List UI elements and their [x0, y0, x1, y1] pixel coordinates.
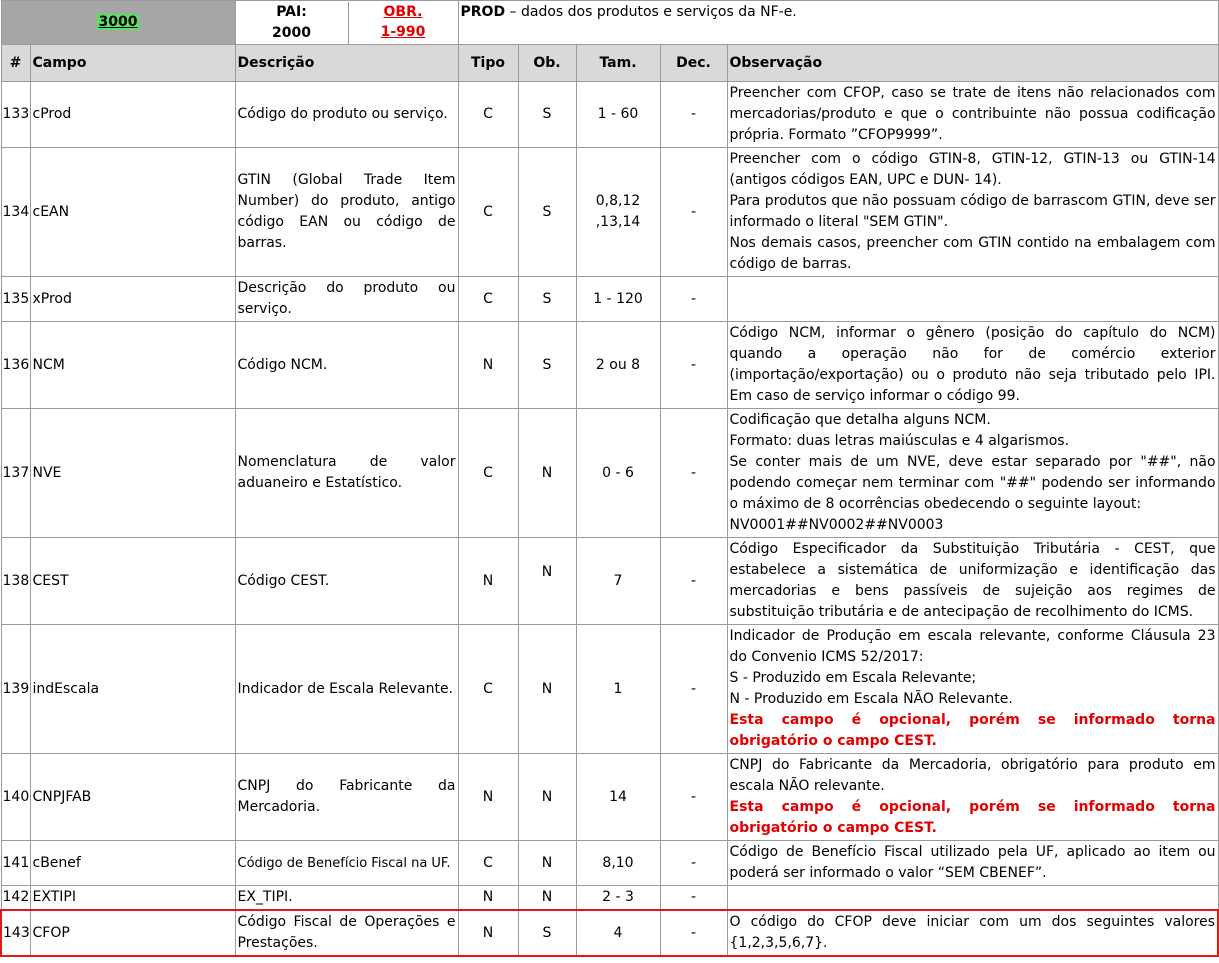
obs-line: Formato: duas letras maiúsculas e 4 algarismos. — [729, 433, 1070, 449]
row-ob: S — [518, 148, 576, 277]
row-num: 141 — [1, 841, 30, 886]
row-observacao — [727, 886, 1218, 911]
row-tipo: N — [458, 538, 518, 625]
col-descricao: Descrição — [235, 45, 458, 82]
obs-warning: Esta campo é opcional, porém se informado torna obrigatório o campo CEST. — [729, 799, 1216, 836]
group-desc-text: – dados dos produtos e serviços da NF-e. — [505, 4, 797, 20]
row-tam-line: 0,8,12 — [595, 193, 641, 209]
pai-value: 2000 — [272, 24, 311, 41]
row-dec: - — [660, 538, 727, 625]
obs-line: Nos demais casos, preencher com GTIN contido na embalagem com código de barras. — [729, 235, 1216, 272]
row-observacao: Código Especificador da Substituição Tributária - CEST, que estabelece a sistemática de uniformização e identificação das mercadorias e bens passíveis de sujeição aos regimes de substituição tributária e de antecipação de recolhimento do ICMS. — [727, 538, 1218, 625]
row-ob: N — [518, 754, 576, 841]
obr-value[interactable]: 1-990 — [380, 23, 426, 40]
row-observacao: Preencher com CFOP, caso se trate de itens não relacionados com mercadorias/produto e que o contribuinte não possua codificação própria. Formato ”CFOP9999”. — [727, 82, 1218, 148]
table-row-highlighted — [1, 910, 1218, 956]
obs-line: CNPJ do Fabricante da Mercadoria, obrigatório para produto em escala NÃO relevante. — [729, 757, 1216, 794]
table-row — [1, 277, 1218, 322]
obs-line: Preencher com o código GTIN-8, GTIN-12, GTIN-13 ou GTIN-14 (antigos códigos EAN, UPC e DUN- 14). — [729, 151, 1216, 188]
row-tipo: N — [458, 886, 518, 911]
row-num: 137 — [1, 409, 30, 538]
obs-line: N - Produzido em Escala NÃO Relevante. — [729, 691, 1013, 707]
row-dec: - — [660, 754, 727, 841]
group-header-row — [1, 1, 1218, 45]
group-code[interactable]: 3000 — [98, 14, 138, 30]
row-tam: 7 — [576, 538, 660, 625]
row-num: 142 — [1, 886, 30, 911]
row-tipo: C — [458, 841, 518, 886]
row-campo: EXTIPI — [30, 886, 235, 911]
row-observacao — [727, 277, 1218, 322]
row-dec: - — [660, 841, 727, 886]
row-descricao: Código de Benefício Fiscal na UF. — [235, 841, 458, 886]
row-ob: N — [518, 538, 576, 625]
group-code-cell — [1, 1, 235, 45]
row-campo: CFOP — [30, 910, 235, 956]
col-campo: Campo — [30, 45, 235, 82]
row-observacao: O código do CFOP deve iniciar com um dos seguintes valores {1,2,3,5,6,7}. — [727, 910, 1218, 956]
row-campo: CEST — [30, 538, 235, 625]
row-ob: N — [518, 409, 576, 538]
row-ob: S — [518, 910, 576, 956]
row-campo: cProd — [30, 82, 235, 148]
row-ob: N — [518, 625, 576, 754]
row-tam: 1 — [576, 625, 660, 754]
row-dec: - — [660, 910, 727, 956]
row-num: 134 — [1, 148, 30, 277]
col-tam: Tam. — [576, 45, 660, 82]
pai-label: PAI: — [276, 3, 307, 20]
col-ob: Ob. — [518, 45, 576, 82]
table-row — [1, 886, 1218, 911]
row-tam: 14 — [576, 754, 660, 841]
row-descricao: Código do produto ou serviço. — [235, 82, 458, 148]
group-name: PROD — [460, 4, 506, 20]
row-num: 138 — [1, 538, 30, 625]
row-num: 133 — [1, 82, 30, 148]
table-row — [1, 841, 1218, 886]
row-tam: 2 ou 8 — [576, 322, 660, 409]
row-campo: xProd — [30, 277, 235, 322]
row-descricao: EX_TIPI. — [235, 886, 458, 911]
table-row — [1, 754, 1218, 841]
row-campo: cBenef — [30, 841, 235, 886]
row-descricao: Descrição do produto ou serviço. — [235, 277, 458, 322]
group-description — [458, 1, 1218, 45]
obs-line: Codificação que detalha alguns NCM. — [729, 412, 991, 428]
row-tipo: C — [458, 277, 518, 322]
table-row — [1, 538, 1218, 625]
row-campo: NCM — [30, 322, 235, 409]
row-tipo: C — [458, 625, 518, 754]
row-dec: - — [660, 82, 727, 148]
col-observacao: Observação — [727, 45, 1218, 82]
row-num: 136 — [1, 322, 30, 409]
table-row — [1, 148, 1218, 277]
row-tam-line: ,13,14 — [595, 214, 641, 230]
row-tipo: C — [458, 409, 518, 538]
row-descricao: Nomenclatura de valor aduaneiro e Estatístico. — [235, 409, 458, 538]
row-campo: NVE — [30, 409, 235, 538]
row-descricao: Código Fiscal de Operações e Prestações. — [235, 910, 458, 956]
row-tipo: N — [458, 322, 518, 409]
row-campo: CNPJFAB — [30, 754, 235, 841]
row-observacao: Código NCM, informar o gênero (posição do capítulo do NCM) quando a operação não for de comércio exterior (importação/exportação) ou o produto não seja tributado pelo IPI. Em caso de serviço informar o código 99. — [727, 322, 1218, 409]
row-tam: 8,10 — [576, 841, 660, 886]
row-tam — [576, 148, 660, 277]
obs-warning: Esta campo é opcional, porém se informado torna obrigatório o campo CEST. — [729, 712, 1216, 749]
obs-line: Para produtos que não possuam código de barrascom GTIN, deve ser informado o literal "SEM GTIN". — [729, 193, 1216, 230]
col-num: # — [1, 45, 30, 82]
row-ob: S — [518, 82, 576, 148]
col-tipo: Tipo — [458, 45, 518, 82]
row-descricao: Código NCM. — [235, 322, 458, 409]
row-dec: - — [660, 409, 727, 538]
obr-label[interactable]: OBR. — [383, 3, 423, 20]
row-ob: N — [518, 841, 576, 886]
column-header-row — [1, 45, 1218, 82]
row-dec: - — [660, 625, 727, 754]
row-tipo: N — [458, 754, 518, 841]
col-dec: Dec. — [660, 45, 727, 82]
row-dec: - — [660, 277, 727, 322]
obs-line: NV0001##NV0002##NV0003 — [729, 517, 944, 533]
row-ob: N — [518, 886, 576, 911]
row-tipo: N — [458, 910, 518, 956]
row-dec: - — [660, 322, 727, 409]
row-observacao — [727, 409, 1218, 538]
table-row — [1, 322, 1218, 409]
row-num: 140 — [1, 754, 30, 841]
row-campo: cEAN — [30, 148, 235, 277]
table-row — [1, 625, 1218, 754]
row-observacao — [727, 625, 1218, 754]
row-descricao: Indicador de Escala Relevante. — [235, 625, 458, 754]
obs-line: Indicador de Produção em escala relevante, conforme Cláusula 23 do Convenio ICMS 52/2017: — [729, 628, 1216, 665]
row-descricao: GTIN (Global Trade Item Number) do produto, antigo código EAN ou código de barras. — [235, 148, 458, 277]
row-ob: S — [518, 277, 576, 322]
obs-line: Se conter mais de um NVE, deve estar separado por "##", não podendo começar nem terminar com "##" podendo ser informando o máximo de 8 ocorrências obedecendo o seguinte layout: — [729, 454, 1216, 512]
table-row — [1, 82, 1218, 148]
row-num: 135 — [1, 277, 30, 322]
row-observacao — [727, 754, 1218, 841]
row-campo: indEscala — [30, 625, 235, 754]
row-tam: 4 — [576, 910, 660, 956]
row-tipo: C — [458, 82, 518, 148]
row-tam: 1 - 120 — [576, 277, 660, 322]
row-ob: S — [518, 322, 576, 409]
pai-cell — [235, 1, 458, 45]
row-num: 139 — [1, 625, 30, 754]
row-dec: - — [660, 886, 727, 911]
row-tam: 0 - 6 — [576, 409, 660, 538]
row-descricao: Código CEST. — [235, 538, 458, 625]
row-tipo: C — [458, 148, 518, 277]
row-tam: 1 - 60 — [576, 82, 660, 148]
row-dec: - — [660, 148, 727, 277]
row-observacao — [727, 148, 1218, 277]
obs-line: S - Produzido em Escala Relevante; — [729, 670, 977, 686]
row-observacao: Código de Benefício Fiscal utilizado pela UF, aplicado ao item ou poderá ser informado o valor “SEM CBENEF”. — [727, 841, 1218, 886]
row-tam: 2 - 3 — [576, 886, 660, 911]
table-row — [1, 409, 1218, 538]
row-descricao: CNPJ do Fabricante da Mercadoria. — [235, 754, 458, 841]
row-num: 143 — [1, 910, 30, 956]
